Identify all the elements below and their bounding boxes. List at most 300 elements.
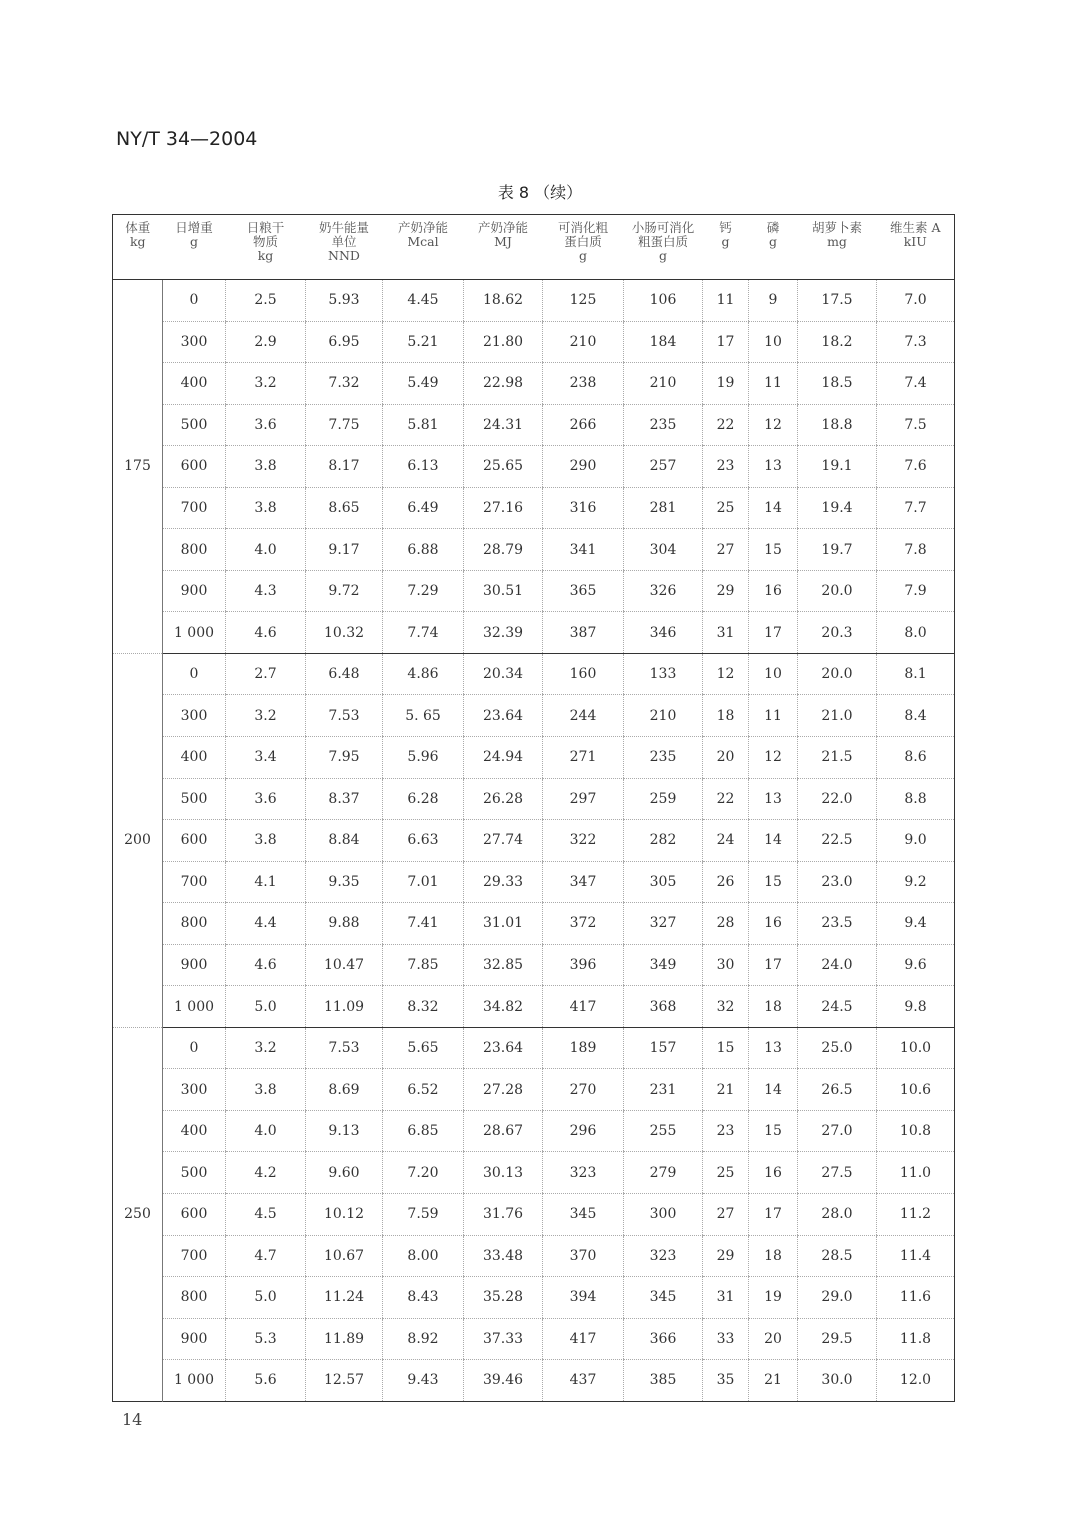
column-header-line: kg bbox=[257, 248, 274, 263]
column-header bbox=[383, 215, 464, 280]
table-cell: 3.6 bbox=[226, 404, 306, 446]
table-cell: 5. 65 bbox=[383, 695, 464, 737]
table-cell: 9.8 bbox=[877, 986, 955, 1028]
table-cell: 11.2 bbox=[877, 1194, 955, 1236]
column-header-line: 小肠可消化 bbox=[631, 220, 695, 235]
column-header bbox=[163, 215, 226, 280]
table-cell: 29 bbox=[703, 570, 749, 612]
table-cell: 6.63 bbox=[383, 820, 464, 862]
table-cell: 255 bbox=[624, 1110, 703, 1152]
table-cell: 6.52 bbox=[383, 1069, 464, 1111]
table-cell: 27.5 bbox=[798, 1152, 877, 1194]
table-cell: 26.5 bbox=[798, 1069, 877, 1111]
table-cell: 300 bbox=[163, 321, 226, 363]
table-cell: 28.5 bbox=[798, 1235, 877, 1277]
column-header-line: Mcal bbox=[407, 234, 439, 249]
table-row bbox=[113, 1235, 955, 1277]
table-cell: 21.80 bbox=[464, 321, 543, 363]
table-cell: 33 bbox=[703, 1318, 749, 1360]
table-cell: 600 bbox=[163, 1194, 226, 1236]
table-cell: 29.0 bbox=[798, 1277, 877, 1319]
table-cell: 28.79 bbox=[464, 529, 543, 571]
column-header-line: 胡萝卜素 bbox=[811, 220, 862, 235]
table-cell: 326 bbox=[624, 570, 703, 612]
table-cell: 14 bbox=[749, 1069, 798, 1111]
table-cell: 279 bbox=[624, 1152, 703, 1194]
table-cell: 346 bbox=[624, 612, 703, 654]
table-cell: 385 bbox=[624, 1360, 703, 1402]
table-cell: 7.9 bbox=[877, 570, 955, 612]
table-cell: 6.88 bbox=[383, 529, 464, 571]
table-cell: 323 bbox=[543, 1152, 624, 1194]
table-row bbox=[113, 446, 955, 488]
table-cell: 4.1 bbox=[226, 861, 306, 903]
table-cell: 32.39 bbox=[464, 612, 543, 654]
table-cell: 14 bbox=[749, 820, 798, 862]
table-cell: 5.21 bbox=[383, 321, 464, 363]
table-cell: 3.8 bbox=[226, 1069, 306, 1111]
table-cell: 31 bbox=[703, 1277, 749, 1319]
table-cell: 210 bbox=[543, 321, 624, 363]
table-cell: 8.32 bbox=[383, 986, 464, 1028]
column-header bbox=[543, 215, 624, 280]
table-cell: 22.5 bbox=[798, 820, 877, 862]
column-header bbox=[749, 215, 798, 280]
column-header-line: 粗蛋白质 bbox=[637, 234, 688, 249]
table-cell: 12 bbox=[749, 737, 798, 779]
table-cell: 19 bbox=[749, 1277, 798, 1319]
table-cell: 18.2 bbox=[798, 321, 877, 363]
table-cell: 16 bbox=[749, 570, 798, 612]
table-cell: 347 bbox=[543, 861, 624, 903]
table-row bbox=[113, 404, 955, 446]
table-cell: 3.8 bbox=[226, 820, 306, 862]
table-cell: 238 bbox=[543, 363, 624, 405]
column-header-line: g bbox=[658, 248, 667, 263]
table-cell: 3.8 bbox=[226, 446, 306, 488]
table-cell: 25 bbox=[703, 487, 749, 529]
table-cell: 6.28 bbox=[383, 778, 464, 820]
table-cell: 18 bbox=[749, 1235, 798, 1277]
table-cell: 6.49 bbox=[383, 487, 464, 529]
column-header-line: 产奶净能 bbox=[477, 220, 528, 235]
table-cell: 11.09 bbox=[306, 986, 383, 1028]
table-cell: 12 bbox=[749, 404, 798, 446]
table-cell: 366 bbox=[624, 1318, 703, 1360]
table-cell: 2.5 bbox=[226, 280, 306, 322]
table-cell: 296 bbox=[543, 1110, 624, 1152]
table-cell: 9.4 bbox=[877, 903, 955, 945]
table-cell: 322 bbox=[543, 820, 624, 862]
table-cell: 28.0 bbox=[798, 1194, 877, 1236]
table-cell: 11 bbox=[749, 363, 798, 405]
table-cell: 7.0 bbox=[877, 280, 955, 322]
column-header-line: 日粮干 bbox=[246, 220, 285, 235]
table-row bbox=[113, 695, 955, 737]
table-cell: 368 bbox=[624, 986, 703, 1028]
column-header-line: 维生素 A bbox=[889, 220, 941, 235]
table-cell: 11.0 bbox=[877, 1152, 955, 1194]
column-header-line: 单位 bbox=[331, 234, 357, 249]
table-cell: 2.9 bbox=[226, 321, 306, 363]
table-row bbox=[113, 1360, 955, 1402]
table-cell: 7.74 bbox=[383, 612, 464, 654]
table-cell: 600 bbox=[163, 820, 226, 862]
table-cell: 10.67 bbox=[306, 1235, 383, 1277]
table-cell: 7.95 bbox=[306, 737, 383, 779]
table-cell: 297 bbox=[543, 778, 624, 820]
table-cell: 24.0 bbox=[798, 944, 877, 986]
table-cell: 4.86 bbox=[383, 653, 464, 695]
table-cell: 235 bbox=[624, 404, 703, 446]
table-cell: 26.28 bbox=[464, 778, 543, 820]
table-cell: 1 000 bbox=[163, 986, 226, 1028]
table-cell: 5.6 bbox=[226, 1360, 306, 1402]
table-cell: 26 bbox=[703, 861, 749, 903]
table-cell: 9.13 bbox=[306, 1110, 383, 1152]
table-title: 表 8 （续） bbox=[497, 183, 583, 202]
table-cell: 231 bbox=[624, 1069, 703, 1111]
table-cell: 372 bbox=[543, 903, 624, 945]
table-cell: 9.88 bbox=[306, 903, 383, 945]
table-cell: 11.89 bbox=[306, 1318, 383, 1360]
table-cell: 4.0 bbox=[226, 529, 306, 571]
table-cell: 8.92 bbox=[383, 1318, 464, 1360]
table-row bbox=[113, 487, 955, 529]
table-row bbox=[113, 1069, 955, 1111]
table-cell: 31.01 bbox=[464, 903, 543, 945]
table-cell: 8.69 bbox=[306, 1069, 383, 1111]
table-row bbox=[113, 986, 955, 1028]
table-cell: 7.32 bbox=[306, 363, 383, 405]
table-cell: 22.98 bbox=[464, 363, 543, 405]
table-cell: 6.13 bbox=[383, 446, 464, 488]
table-row bbox=[113, 1277, 955, 1319]
table-cell: 15 bbox=[749, 1110, 798, 1152]
table-cell: 18 bbox=[703, 695, 749, 737]
table-cell: 28 bbox=[703, 903, 749, 945]
table-cell: 800 bbox=[163, 1277, 226, 1319]
table-cell: 24 bbox=[703, 820, 749, 862]
column-header bbox=[798, 215, 877, 280]
table-cell: 12.0 bbox=[877, 1360, 955, 1402]
table-cell: 341 bbox=[543, 529, 624, 571]
table-cell: 11.24 bbox=[306, 1277, 383, 1319]
table-cell: 35.28 bbox=[464, 1277, 543, 1319]
table-cell: 23.64 bbox=[464, 695, 543, 737]
table-row bbox=[113, 1027, 955, 1069]
table-cell: 30 bbox=[703, 944, 749, 986]
table-cell: 29.5 bbox=[798, 1318, 877, 1360]
column-header bbox=[703, 215, 749, 280]
table-cell: 5.3 bbox=[226, 1318, 306, 1360]
table-cell: 21 bbox=[749, 1360, 798, 1402]
column-header-line: NND bbox=[328, 248, 360, 263]
table-cell: 8.0 bbox=[877, 612, 955, 654]
table-cell: 23.0 bbox=[798, 861, 877, 903]
column-header-line: 奶牛能量 bbox=[318, 220, 369, 235]
table-cell: 17 bbox=[749, 612, 798, 654]
table-row bbox=[113, 737, 955, 779]
table-cell: 33.48 bbox=[464, 1235, 543, 1277]
table-cell: 5.0 bbox=[226, 1277, 306, 1319]
body-weight-cell: 250 bbox=[113, 1027, 163, 1401]
column-header-line: mg bbox=[827, 234, 847, 249]
table-cell: 29.33 bbox=[464, 861, 543, 903]
table-row bbox=[113, 778, 955, 820]
table-cell: 5.0 bbox=[226, 986, 306, 1028]
table-cell: 10.8 bbox=[877, 1110, 955, 1152]
table-cell: 10.32 bbox=[306, 612, 383, 654]
table-cell: 8.4 bbox=[877, 695, 955, 737]
table-cell: 8.6 bbox=[877, 737, 955, 779]
table-cell: 18 bbox=[749, 986, 798, 1028]
body-weight-cell: 175 bbox=[113, 280, 163, 654]
table-cell: 37.33 bbox=[464, 1318, 543, 1360]
table-row bbox=[113, 612, 955, 654]
column-header bbox=[464, 215, 543, 280]
table-cell: 27 bbox=[703, 1194, 749, 1236]
column-header-line: g bbox=[189, 234, 198, 249]
column-header-line: 体重 bbox=[125, 220, 151, 235]
table-cell: 5.65 bbox=[383, 1027, 464, 1069]
table-cell: 157 bbox=[624, 1027, 703, 1069]
table-cell: 125 bbox=[543, 280, 624, 322]
table-cell: 25 bbox=[703, 1152, 749, 1194]
table-row bbox=[113, 1110, 955, 1152]
table-cell: 7.6 bbox=[877, 446, 955, 488]
table-cell: 345 bbox=[624, 1277, 703, 1319]
table-cell: 12 bbox=[703, 653, 749, 695]
table-cell: 1 000 bbox=[163, 612, 226, 654]
table-cell: 4.4 bbox=[226, 903, 306, 945]
table-cell: 20 bbox=[703, 737, 749, 779]
column-header-line: 物质 bbox=[252, 234, 278, 249]
table-cell: 20 bbox=[749, 1318, 798, 1360]
table-cell: 9.17 bbox=[306, 529, 383, 571]
table-cell: 0 bbox=[163, 1027, 226, 1069]
table-cell: 304 bbox=[624, 529, 703, 571]
table-header-row bbox=[113, 215, 955, 280]
table-row bbox=[113, 321, 955, 363]
table-cell: 396 bbox=[543, 944, 624, 986]
table-cell: 19 bbox=[703, 363, 749, 405]
table-cell: 9.43 bbox=[383, 1360, 464, 1402]
column-header-line: g bbox=[721, 234, 730, 249]
table-cell: 22 bbox=[703, 778, 749, 820]
document-code: NY/T 34—2004 bbox=[116, 128, 258, 150]
table-cell: 11.8 bbox=[877, 1318, 955, 1360]
table-cell: 370 bbox=[543, 1235, 624, 1277]
table-cell: 4.3 bbox=[226, 570, 306, 612]
table-cell: 800 bbox=[163, 529, 226, 571]
table-row bbox=[113, 653, 955, 695]
table-cell: 300 bbox=[163, 695, 226, 737]
table-cell: 281 bbox=[624, 487, 703, 529]
table-cell: 10.0 bbox=[877, 1027, 955, 1069]
table-cell: 6.95 bbox=[306, 321, 383, 363]
table-cell: 9 bbox=[749, 280, 798, 322]
table-row bbox=[113, 280, 955, 322]
table-cell: 210 bbox=[624, 695, 703, 737]
table-cell: 24.5 bbox=[798, 986, 877, 1028]
table-cell: 15 bbox=[749, 529, 798, 571]
nutrient-requirements-table bbox=[112, 214, 955, 1402]
table-cell: 400 bbox=[163, 363, 226, 405]
table-row bbox=[113, 861, 955, 903]
table-cell: 3.2 bbox=[226, 695, 306, 737]
column-header-line: 磷 bbox=[766, 220, 780, 235]
table-cell: 31 bbox=[703, 612, 749, 654]
table-cell: 24.94 bbox=[464, 737, 543, 779]
table-cell: 15 bbox=[703, 1027, 749, 1069]
table-cell: 300 bbox=[624, 1194, 703, 1236]
table-cell: 323 bbox=[624, 1235, 703, 1277]
table-cell: 10 bbox=[749, 321, 798, 363]
table-cell: 305 bbox=[624, 861, 703, 903]
body-weight-cell: 200 bbox=[113, 653, 163, 1027]
table-cell: 8.37 bbox=[306, 778, 383, 820]
table-cell: 8.1 bbox=[877, 653, 955, 695]
table-cell: 4.45 bbox=[383, 280, 464, 322]
table-cell: 3.4 bbox=[226, 737, 306, 779]
table-cell: 900 bbox=[163, 944, 226, 986]
page-number: 14 bbox=[122, 1410, 143, 1429]
table-cell: 290 bbox=[543, 446, 624, 488]
table-cell: 160 bbox=[543, 653, 624, 695]
table-cell: 4.6 bbox=[226, 612, 306, 654]
table-cell: 31.76 bbox=[464, 1194, 543, 1236]
column-header bbox=[113, 215, 163, 280]
column-header-line: MJ bbox=[494, 234, 512, 249]
table-cell: 4.0 bbox=[226, 1110, 306, 1152]
table-cell: 3.6 bbox=[226, 778, 306, 820]
table-cell: 0 bbox=[163, 653, 226, 695]
table-cell: 417 bbox=[543, 1318, 624, 1360]
table-cell: 259 bbox=[624, 778, 703, 820]
table-row bbox=[113, 1194, 955, 1236]
table-cell: 5.93 bbox=[306, 280, 383, 322]
table-cell: 7.29 bbox=[383, 570, 464, 612]
table-cell: 700 bbox=[163, 861, 226, 903]
table-cell: 700 bbox=[163, 487, 226, 529]
table-cell: 0 bbox=[163, 280, 226, 322]
table-cell: 349 bbox=[624, 944, 703, 986]
table-cell: 13 bbox=[749, 446, 798, 488]
table-cell: 700 bbox=[163, 1235, 226, 1277]
column-header bbox=[877, 215, 955, 280]
table-cell: 8.65 bbox=[306, 487, 383, 529]
table-cell: 500 bbox=[163, 1152, 226, 1194]
table-cell: 266 bbox=[543, 404, 624, 446]
table-cell: 417 bbox=[543, 986, 624, 1028]
column-header-line: 产奶净能 bbox=[397, 220, 448, 235]
table-cell: 270 bbox=[543, 1069, 624, 1111]
table-cell: 27.74 bbox=[464, 820, 543, 862]
table-cell: 184 bbox=[624, 321, 703, 363]
table-cell: 9.0 bbox=[877, 820, 955, 862]
column-header-line: kIU bbox=[903, 234, 927, 249]
table-cell: 282 bbox=[624, 820, 703, 862]
table-cell: 14 bbox=[749, 487, 798, 529]
table-cell: 4.7 bbox=[226, 1235, 306, 1277]
table-row bbox=[113, 363, 955, 405]
table-cell: 271 bbox=[543, 737, 624, 779]
table-cell: 16 bbox=[749, 903, 798, 945]
table-cell: 7.3 bbox=[877, 321, 955, 363]
table-cell: 800 bbox=[163, 903, 226, 945]
table-cell: 18.62 bbox=[464, 280, 543, 322]
table-cell: 345 bbox=[543, 1194, 624, 1236]
table-cell: 7.01 bbox=[383, 861, 464, 903]
table-cell: 5.49 bbox=[383, 363, 464, 405]
table-cell: 400 bbox=[163, 737, 226, 779]
table-cell: 900 bbox=[163, 570, 226, 612]
table-cell: 6.85 bbox=[383, 1110, 464, 1152]
table-row bbox=[113, 820, 955, 862]
table-cell: 12.57 bbox=[306, 1360, 383, 1402]
table-row bbox=[113, 1318, 955, 1360]
table-row bbox=[113, 903, 955, 945]
table-cell: 21.5 bbox=[798, 737, 877, 779]
table-cell: 7.59 bbox=[383, 1194, 464, 1236]
table-cell: 22 bbox=[703, 404, 749, 446]
table-cell: 32 bbox=[703, 986, 749, 1028]
table-cell: 400 bbox=[163, 1110, 226, 1152]
table-cell: 11 bbox=[703, 280, 749, 322]
table-cell: 2.7 bbox=[226, 653, 306, 695]
table-cell: 8.00 bbox=[383, 1235, 464, 1277]
table-cell: 3.8 bbox=[226, 487, 306, 529]
table-cell: 9.6 bbox=[877, 944, 955, 986]
table-cell: 9.72 bbox=[306, 570, 383, 612]
table-row bbox=[113, 570, 955, 612]
column-header-line: kg bbox=[129, 234, 146, 249]
table-cell: 8.8 bbox=[877, 778, 955, 820]
table-cell: 10.47 bbox=[306, 944, 383, 986]
table-cell: 327 bbox=[624, 903, 703, 945]
table-cell: 20.0 bbox=[798, 653, 877, 695]
table-cell: 23.64 bbox=[464, 1027, 543, 1069]
table-cell: 23.5 bbox=[798, 903, 877, 945]
table-cell: 106 bbox=[624, 280, 703, 322]
table-cell: 4.5 bbox=[226, 1194, 306, 1236]
table-cell: 18.5 bbox=[798, 363, 877, 405]
table-cell: 600 bbox=[163, 446, 226, 488]
table-cell: 6.48 bbox=[306, 653, 383, 695]
table-cell: 9.2 bbox=[877, 861, 955, 903]
table-cell: 3.2 bbox=[226, 363, 306, 405]
table-cell: 34.82 bbox=[464, 986, 543, 1028]
table-cell: 10 bbox=[749, 653, 798, 695]
table-cell: 7.53 bbox=[306, 1027, 383, 1069]
table-cell: 7.5 bbox=[877, 404, 955, 446]
table-cell: 23 bbox=[703, 446, 749, 488]
table-cell: 7.8 bbox=[877, 529, 955, 571]
table-cell: 25.0 bbox=[798, 1027, 877, 1069]
table-cell: 11 bbox=[749, 695, 798, 737]
table-cell: 27.0 bbox=[798, 1110, 877, 1152]
table-cell: 30.0 bbox=[798, 1360, 877, 1402]
table-cell: 21 bbox=[703, 1069, 749, 1111]
table-cell: 7.7 bbox=[877, 487, 955, 529]
table-cell: 18.8 bbox=[798, 404, 877, 446]
column-header bbox=[624, 215, 703, 280]
table-cell: 8.17 bbox=[306, 446, 383, 488]
column-header bbox=[306, 215, 383, 280]
table-cell: 7.4 bbox=[877, 363, 955, 405]
table-cell: 4.6 bbox=[226, 944, 306, 986]
